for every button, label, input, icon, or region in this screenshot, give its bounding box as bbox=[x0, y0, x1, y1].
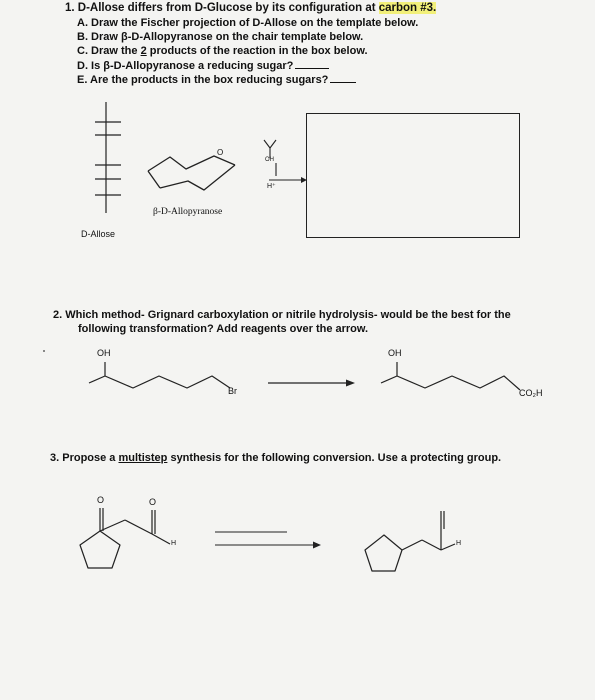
q2-line-1: 2. Which method- Grignard carboxylation or nitrile hydrolysis- would be the best for the bbox=[53, 309, 511, 321]
q2-reactant-oh: OH bbox=[97, 348, 111, 358]
q3-arrowhead bbox=[313, 542, 321, 549]
q1-part-e-text: E. Are the products in the box reducing sugars? bbox=[77, 74, 329, 86]
q2-product-oh: OH bbox=[388, 348, 402, 358]
q1-part-c-underlined: 2 bbox=[140, 45, 147, 57]
question-3 bbox=[50, 452, 501, 464]
stray-dot bbox=[43, 350, 45, 352]
q3-product bbox=[365, 511, 455, 571]
q1-title-text: 1. D-Allose differs from D-Glucose by its configuration at bbox=[65, 2, 379, 14]
q3-product-h: H bbox=[456, 540, 462, 547]
q3-text-underlined: multistep bbox=[118, 452, 168, 464]
reagent-acid: H⁺ bbox=[267, 183, 276, 190]
products-answer-box[interactable] bbox=[306, 113, 520, 238]
q1-part-a: A. Draw the Fischer projection of D-Allose on the template below. bbox=[77, 17, 419, 29]
q1-part-c-post: products of the reaction in the box below. bbox=[146, 45, 368, 57]
q2-product-co2h: CO₂H bbox=[519, 388, 543, 398]
reagent-oh: OH bbox=[265, 157, 274, 163]
q1-title-highlight: carbon #3. bbox=[378, 2, 437, 14]
q2-line-2: following transformation? Add reagents over the arrow. bbox=[78, 323, 369, 335]
q1-part-b: B. Draw β-D-Allopyranose on the chair template below. bbox=[77, 31, 364, 43]
question-2 bbox=[53, 308, 563, 336]
q3-text-post: synthesis for the following conversion. Use a protecting group. bbox=[167, 452, 502, 464]
q3-ketone-oxygen: O bbox=[97, 495, 105, 505]
q3-aldehyde-oxygen: O bbox=[149, 497, 157, 507]
fischer-projection-template bbox=[95, 102, 121, 213]
q2-reactant-br: Br bbox=[228, 386, 237, 396]
label-beta-d-allopyranose: β-D-Allopyranose bbox=[153, 207, 223, 217]
q3-reactant bbox=[80, 508, 170, 568]
chair-ring-oxygen: O bbox=[217, 148, 224, 157]
q2-arrowhead bbox=[346, 380, 355, 387]
label-d-allose: D-Allose bbox=[81, 229, 116, 239]
q2-product bbox=[381, 362, 520, 390]
q1-part-c-pre: C. Draw the bbox=[77, 45, 141, 57]
q3-reactant-h: H bbox=[171, 540, 177, 547]
q2-reactant bbox=[89, 362, 230, 388]
chair-template bbox=[148, 156, 235, 190]
q1-part-d-text: D. Is β-D-Allopyranose a reducing sugar? bbox=[77, 60, 294, 72]
q3-text-pre: 3. Propose a bbox=[50, 452, 119, 464]
